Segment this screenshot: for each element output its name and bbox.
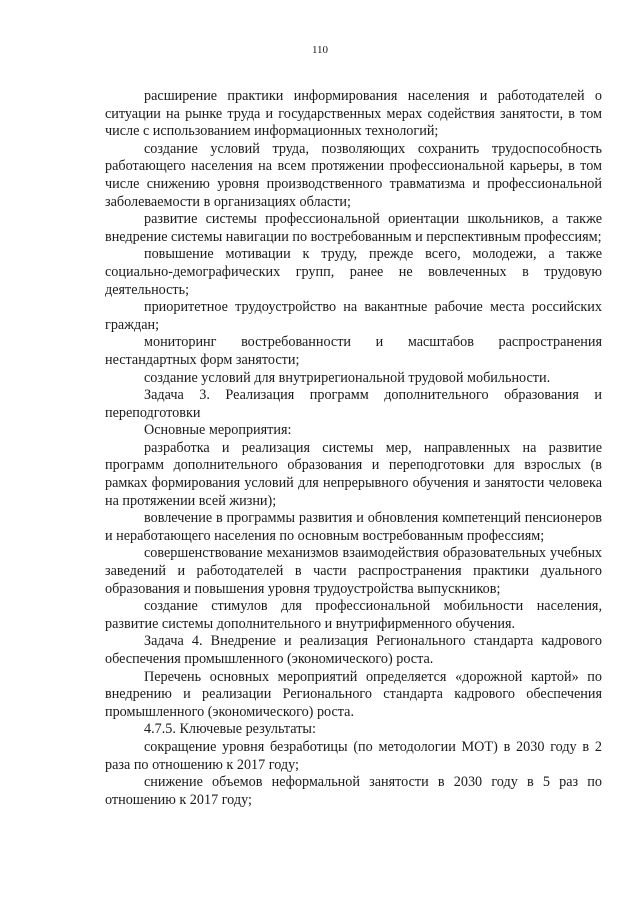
task-3-heading: Задача 3. Реализация программ дополнительного образования и переподготовки (105, 387, 602, 421)
body-text (105, 88, 602, 809)
main-activities-label: Основные мероприятия: (144, 422, 292, 439)
paragraph-2: создание условий труда, позволяющих сохранить трудоспособность работающего населения на всем протяжении профессиональной карьеры, в том числе снижению уровня производственного травматизма и профессиональной заболеваемости в организациях области; (105, 140, 602, 210)
paragraph-6: мониторинг востребованности и масштабов распространения нестандартных форм занятости; (105, 334, 602, 368)
paragraph-1: расширение практики информирования населения и работодателей о ситуации на рынке труда и государственных мерах содействия занятости, в том числе с использованием информационных технологий; (105, 88, 602, 140)
paragraph-12: совершенствование механизмов взаимодействия образовательных учебных заведений и работодателей в части распространения практики дуального образования и повышения уровня трудоустройства выпускников; (105, 545, 602, 597)
key-results-heading: 4.7.5. Ключевые результаты: (144, 721, 316, 738)
paragraph-11: вовлечение в программы развития и обновления компетенций пенсионеров и неработающего населения по основным востребованным профессиям; (105, 510, 602, 544)
paragraph-15: Перечень основных мероприятий определяется «дорожной картой» по внедрению и реализации Регионального стандарта кадрового обеспечения промышленного (экономического) роста. (105, 668, 602, 720)
paragraph-17: сокращение уровня безработицы (по методологии МОТ) в 2030 году в 2 раза по отношению к 2017 году; (105, 738, 602, 773)
task-4-heading: Задача 4. Внедрение и реализация Регионального стандарта кадрового обеспечения промышленного (экономического) роста. (105, 633, 602, 667)
paragraph-13: создание стимулов для профессиональной мобильности населения, развитие системы дополнительного и внутрифирменного обучения. (105, 598, 602, 632)
page-number: 110 (311, 44, 329, 56)
paragraph-7: создание условий для внутрирегиональной трудовой мобильности. (144, 369, 551, 386)
paragraph-4: повышение мотивации к труду, прежде всего, молодежи, а также социально-демографических групп, ранее не вовлеченных в трудовую деятельность; (105, 246, 602, 298)
paragraph-18: снижение объемов неформальной занятости в 2030 году в 5 раз по отношению к 2017 году; (105, 774, 602, 808)
paragraph-3: развитие системы профессиональной ориентации школьников, а также внедрение системы навигации по востребованным и перспективным профессиям; (105, 211, 602, 245)
paragraph-10: разработка и реализация системы мер, направленных на развитие программ дополнительного образования и переподготовки для взрослых (в рамках формирования условий для непрерывного обучения и занятости человека на протяжении всей жизни); (105, 439, 602, 509)
paragraph-5: приоритетное трудоустройство на вакантные рабочие места российских граждан; (105, 299, 602, 333)
